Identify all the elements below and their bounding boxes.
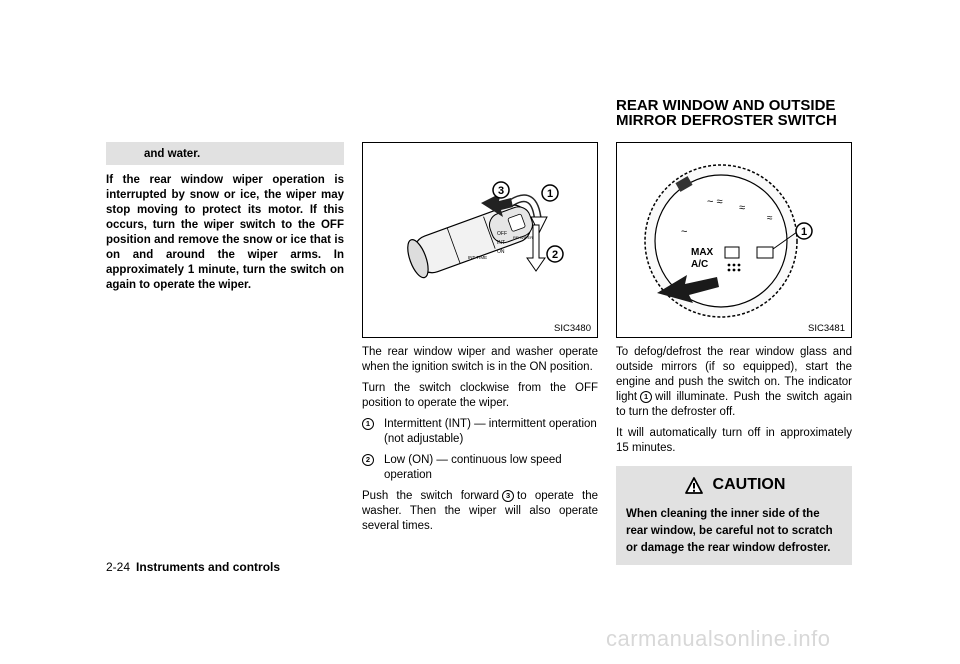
- svg-text:≈: ≈: [739, 202, 746, 214]
- svg-text:INT: INT: [497, 240, 506, 246]
- svg-text:~: ~: [681, 226, 688, 238]
- svg-text:1: 1: [800, 226, 808, 238]
- svg-text:RR WIPER: RR WIPER: [513, 235, 533, 240]
- svg-text:≈: ≈: [767, 213, 773, 224]
- svg-text:INT TIME: INT TIME: [468, 255, 488, 260]
- wiper-switch-figure: [362, 142, 598, 338]
- caution-box: [616, 466, 852, 565]
- list-item: [362, 453, 598, 483]
- defroster-switch-figure: [616, 142, 852, 338]
- svg-text:MAX: MAX: [691, 247, 714, 258]
- callout-3: [493, 182, 509, 198]
- svg-text:ON: ON: [497, 249, 505, 255]
- svg-text:3: 3: [497, 185, 505, 197]
- paragraph: Turn the switch clockwise from the OFF position to operate the wiper.: [362, 382, 598, 409]
- figure-code: SIC3481: [808, 323, 845, 334]
- svg-text:~ ≈: ~ ≈: [707, 196, 723, 208]
- callout-number: 1: [640, 391, 652, 403]
- defroster-dial-illustration: [617, 143, 853, 337]
- paragraph: Push the switch forward 3 to operate the washer. Then the wiper will also operate several times.: [362, 490, 598, 532]
- wiper-text: [362, 345, 598, 534]
- callout-1: [542, 185, 558, 201]
- page-footer: [106, 560, 280, 574]
- svg-text:A/C: A/C: [691, 259, 709, 270]
- paragraph: To defog/defrost the rear window glass and outside mirrors (if so equipped), start the engine and push the switch on. The indicator light 1 will illuminate. Push the switch again to turn the defroster off.: [616, 346, 852, 418]
- svg-text:1: 1: [546, 188, 554, 200]
- shaded-continuation: and water.: [106, 142, 344, 165]
- list-item-text: Intermittent (INT) — intermittent operation (not adjustable): [384, 418, 597, 445]
- svg-text:OFF: OFF: [497, 231, 507, 237]
- footer-section: Instruments and controls: [136, 560, 281, 574]
- left-column: [106, 142, 344, 293]
- wiper-snow-warning: If the rear window wiper operation is interrupted by snow or ice, the wiper may stop moving to protect its motor. If this occurs, turn the wiper switch to the OFF position and remove the snow or ice that is on and around the wiper arms. In approximately 1 minute, turn the switch on again to operate the wiper.: [106, 174, 344, 291]
- warning-icon: [685, 477, 703, 494]
- callout-number: 1: [362, 418, 374, 430]
- paragraph: The rear window wiper and washer operate when the ignition switch is in the ON position.: [362, 346, 598, 373]
- right-column: [616, 142, 852, 565]
- defroster-text: [616, 345, 852, 456]
- section-title: REAR WINDOW AND OUTSIDE MIRROR DEFROSTER SWITCH: [616, 97, 837, 129]
- caution-text: When cleaning the inner side of the rear window, be careful not to scratch or damage the rear window defroster.: [626, 508, 833, 554]
- callout-number: 3: [502, 490, 514, 502]
- wiper-switch-illustration: [363, 143, 599, 337]
- caution-heading: CAUTION: [626, 476, 844, 494]
- list-item: [362, 417, 598, 447]
- middle-column: [362, 142, 598, 540]
- callout-number: 2: [362, 454, 374, 466]
- figure-code: SIC3480: [554, 323, 591, 334]
- callout-1: [796, 223, 812, 239]
- svg-text:2: 2: [551, 249, 559, 261]
- paragraph: It will automatically turn off in approximately 15 minutes.: [616, 427, 852, 454]
- watermark: carmanualsonline.info: [606, 626, 831, 651]
- page-number: 2-24: [106, 560, 131, 574]
- callout-2: [547, 246, 563, 262]
- list-item-text: Low (ON) — continuous low speed operation: [384, 454, 562, 481]
